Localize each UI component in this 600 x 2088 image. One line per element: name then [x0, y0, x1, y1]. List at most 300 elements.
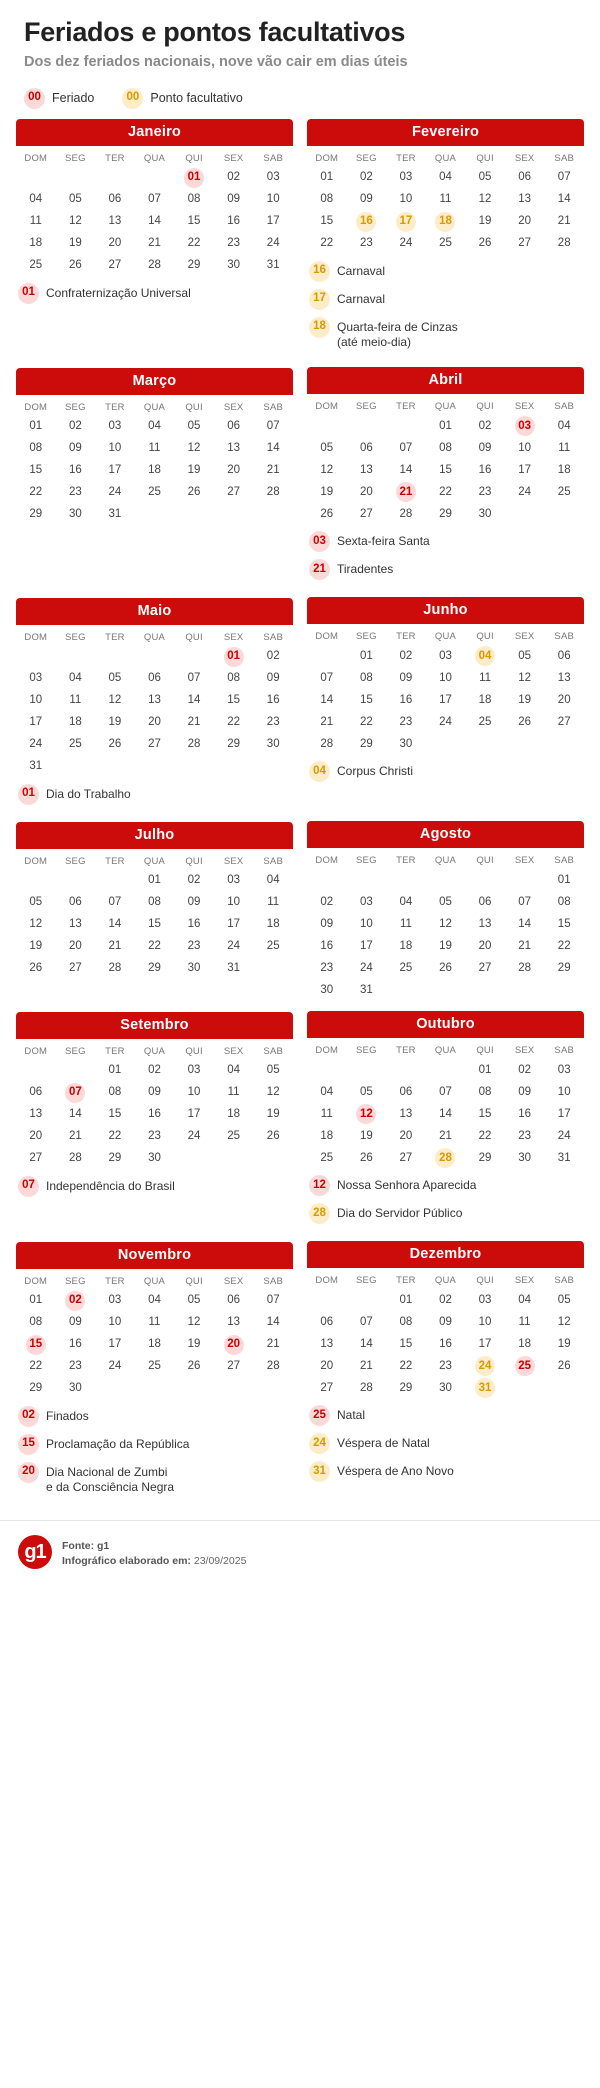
weekday-label: SEG — [65, 401, 86, 413]
day-cell-empty — [174, 756, 214, 778]
day-cell: 23 — [439, 1359, 452, 1372]
day-cell: 20 — [320, 1359, 334, 1372]
month-block — [16, 1242, 293, 1503]
week-row — [16, 189, 293, 211]
day-cell: 22 — [187, 236, 201, 249]
day-cell: 26 — [187, 485, 201, 498]
day-cell: 01 — [439, 419, 452, 432]
week-row — [307, 1103, 584, 1125]
day-cell: 12 — [187, 441, 201, 454]
week-row — [16, 668, 293, 690]
day-cell: 13 — [518, 192, 532, 205]
weekday-label: DOM — [24, 855, 48, 867]
day-cell-empty — [16, 646, 56, 668]
day-cell: 28 — [399, 507, 413, 520]
day-cell: 20 — [557, 693, 571, 706]
day-cell: 17 — [29, 715, 43, 728]
week-row — [16, 438, 293, 460]
weekday-label: SAB — [263, 1275, 284, 1287]
day-cell: 21 — [266, 463, 280, 476]
week-row — [16, 712, 293, 734]
day-cell: 24 — [399, 236, 413, 249]
day-cell: 03 — [557, 1063, 571, 1076]
day-cell: 10 — [108, 441, 122, 454]
weekday-label: DOM — [315, 855, 339, 867]
day-cell: 20 — [148, 715, 161, 728]
day-cell: 05 — [439, 895, 452, 908]
day-cell: 06 — [320, 1315, 334, 1328]
weekday-label: SAB — [554, 1045, 575, 1057]
note-label — [46, 283, 191, 301]
day-cell: 26 — [359, 1151, 373, 1164]
weekday-label: QUA — [143, 855, 166, 867]
day-cell: 06 — [68, 895, 82, 908]
day-cell: 09 — [227, 192, 241, 205]
note-label — [337, 761, 413, 779]
day-cell: 29 — [557, 961, 571, 974]
day-cell: 22 — [399, 1359, 413, 1372]
day-cell: 26 — [478, 236, 492, 249]
day-cell: 21 — [68, 1129, 82, 1142]
weekday-label: SAB — [554, 631, 575, 643]
day-cell: 04 — [439, 170, 452, 183]
note-label-main: Carnaval — [337, 263, 386, 278]
weekday-label: DOM — [24, 631, 48, 643]
day-cell-empty — [544, 1377, 584, 1399]
note-label — [337, 1175, 476, 1193]
note-day-chip: 28 — [309, 1203, 330, 1224]
day-cell: 11 — [479, 671, 492, 684]
day-cell: 23 — [187, 939, 201, 952]
day-cell: 26 — [187, 1359, 201, 1372]
day-cell: 11 — [148, 1315, 161, 1328]
day-cell: 15 — [359, 693, 373, 706]
day-cell: 28 — [266, 485, 280, 498]
day-cell: 15 — [320, 214, 334, 227]
day-cell: 23 — [518, 1129, 532, 1142]
day-cell: 14 — [68, 1107, 82, 1120]
day-cell: 28 — [557, 236, 571, 249]
day-cell-empty — [307, 869, 347, 891]
note-label — [337, 1433, 430, 1451]
week-row — [16, 460, 293, 482]
note-day-chip: 07 — [18, 1176, 39, 1197]
note-label-main: Dia do Trabalho — [46, 786, 131, 801]
note-label-sub: e da Consciência Negra — [46, 1480, 175, 1495]
day-cell-empty — [505, 503, 545, 525]
month-title: Janeiro — [16, 119, 293, 146]
day-cell: 20 — [399, 1129, 413, 1142]
day-cell: 12 — [266, 1085, 280, 1098]
weekday-label: DOM — [315, 152, 339, 164]
day-cell: 03 — [29, 671, 43, 684]
week-row — [307, 1311, 584, 1333]
day-cell: 11 — [227, 1085, 240, 1098]
day-cell-empty — [56, 1060, 96, 1082]
week-row — [307, 167, 584, 189]
weekday-label: TER — [396, 152, 416, 164]
day-cell: 06 — [148, 671, 161, 684]
footer-credit-date: 23/09/2025 — [193, 1555, 247, 1568]
day-cell: 03 — [227, 873, 241, 886]
day-cell: 14 — [518, 917, 532, 930]
day-cell: 13 — [108, 214, 122, 227]
weekday-label: TER — [396, 401, 416, 413]
day-cell: 14 — [266, 1315, 280, 1328]
day-cell-empty — [544, 503, 584, 525]
note-label — [337, 1405, 365, 1423]
week-row — [16, 1356, 293, 1378]
weekday-label: SEG — [65, 855, 86, 867]
day-cell: 13 — [29, 1107, 43, 1120]
day-cell: 08 — [439, 441, 452, 454]
day-cell: 07 — [399, 441, 413, 454]
day-cell: 07 — [439, 1085, 452, 1098]
month-block — [16, 822, 293, 980]
day-cell: 02 — [227, 170, 241, 183]
day-cell: 10 — [399, 192, 413, 205]
day-cell: 23 — [227, 236, 241, 249]
week-row — [16, 958, 293, 980]
day-cell: 10 — [187, 1085, 201, 1098]
day-cell: 05 — [68, 192, 82, 205]
day-cell: 06 — [518, 170, 532, 183]
note-label — [337, 261, 385, 279]
note-label — [46, 1406, 89, 1424]
day-cell: 21 — [386, 481, 426, 503]
day-cell: 03 — [108, 419, 122, 432]
day-cell: 20 — [518, 214, 532, 227]
note-day-chip: 04 — [309, 761, 330, 782]
day-cell: 08 — [148, 895, 161, 908]
note-day-chip: 24 — [309, 1433, 330, 1454]
month-block — [307, 1241, 584, 1489]
note-item — [309, 559, 584, 580]
day-cell: 16 — [439, 1337, 452, 1350]
day-cell: 26 — [29, 961, 43, 974]
week-row — [16, 646, 293, 668]
day-cell: 15 — [16, 1334, 56, 1356]
day-cell: 05 — [359, 1085, 373, 1098]
weekday-label: SEG — [356, 631, 377, 643]
month-title: Julho — [16, 822, 293, 849]
note-label-main: Tiradentes — [337, 562, 394, 577]
day-cell: 05 — [29, 895, 43, 908]
day-cell: 28 — [108, 961, 122, 974]
day-cell-empty — [16, 167, 56, 189]
note-day-chip: 18 — [309, 317, 330, 338]
day-cell: 25 — [227, 1129, 241, 1142]
day-cell: 26 — [68, 258, 82, 271]
day-cell: 02 — [266, 649, 280, 662]
day-cell: 19 — [29, 939, 43, 952]
day-cell: 17 — [359, 939, 373, 952]
day-cell: 04 — [148, 1293, 161, 1306]
day-cell: 10 — [518, 441, 532, 454]
day-cell: 15 — [108, 1107, 122, 1120]
week-row — [307, 189, 584, 211]
day-cell: 03 — [399, 170, 413, 183]
day-cell: 02 — [399, 649, 413, 662]
day-cell: 18 — [478, 693, 492, 706]
day-cell-empty — [56, 167, 96, 189]
week-row — [307, 935, 584, 957]
day-cell: 04 — [266, 873, 280, 886]
day-cell: 06 — [227, 1293, 241, 1306]
month-block — [307, 1011, 584, 1231]
weekday-label: SAB — [263, 855, 284, 867]
weekday-label: SEX — [223, 631, 244, 643]
weekday-label: SEX — [514, 401, 535, 413]
day-cell: 25 — [29, 258, 43, 271]
weekday-label: SAB — [554, 152, 575, 164]
day-cell: 11 — [518, 1315, 531, 1328]
day-cell: 29 — [148, 961, 161, 974]
day-cell: 19 — [68, 236, 82, 249]
week-row — [16, 1082, 293, 1104]
day-cell: 07 — [108, 895, 122, 908]
day-cell: 27 — [148, 737, 161, 750]
legend-chip-holiday: 00 — [24, 88, 45, 109]
day-cell: 16 — [518, 1107, 532, 1120]
day-cell-empty — [95, 1378, 135, 1400]
months-column-right — [307, 119, 584, 1513]
day-cell-empty — [386, 1059, 426, 1081]
day-cell-empty — [386, 869, 426, 891]
day-cell: 21 — [359, 1359, 373, 1372]
day-cell: 27 — [108, 258, 122, 271]
day-cell-empty — [307, 1289, 347, 1311]
weekday-label: SEG — [65, 1045, 86, 1057]
day-cell: 30 — [266, 737, 280, 750]
day-cell: 30 — [478, 507, 492, 520]
day-cell: 01 — [174, 167, 214, 189]
day-cell: 18 — [227, 1107, 241, 1120]
day-cell: 23 — [359, 236, 373, 249]
day-cell: 17 — [266, 214, 280, 227]
day-cell-empty — [16, 870, 56, 892]
day-cell: 29 — [227, 737, 241, 750]
weekday-label: QUA — [434, 1275, 457, 1287]
weekday-label: DOM — [315, 631, 339, 643]
month-notes — [307, 1169, 584, 1224]
month-block — [16, 119, 293, 311]
month-block — [307, 367, 584, 587]
day-cell-empty — [505, 869, 545, 891]
g1-logo: g1 — [18, 1535, 52, 1569]
weekday-label: SAB — [554, 855, 575, 867]
day-cell: 24 — [518, 485, 532, 498]
day-cell-empty — [307, 1059, 347, 1081]
day-cell: 01 — [214, 646, 254, 668]
day-cell-empty — [174, 504, 214, 526]
weekday-label: DOM — [24, 1275, 48, 1287]
day-cell: 26 — [518, 715, 532, 728]
day-cell: 08 — [108, 1085, 122, 1098]
day-cell-empty — [174, 1378, 214, 1400]
day-cell: 29 — [439, 507, 452, 520]
note-item — [309, 261, 584, 282]
day-cell: 11 — [439, 192, 452, 205]
weekday-label: QUI — [185, 855, 203, 867]
day-cell-empty — [465, 979, 505, 1001]
month-notes — [307, 755, 584, 782]
day-cell: 22 — [478, 1129, 492, 1142]
weekday-label: TER — [396, 631, 416, 643]
day-cell: 06 — [359, 441, 373, 454]
day-cell: 07 — [266, 1293, 280, 1306]
day-cell: 25 — [148, 1359, 161, 1372]
weekday-header-row — [307, 394, 584, 415]
note-item — [18, 1176, 293, 1197]
note-item — [309, 289, 584, 310]
day-cell: 21 — [518, 939, 532, 952]
day-cell: 19 — [478, 214, 492, 227]
weekday-label: SEX — [223, 855, 244, 867]
day-cell: 15 — [187, 214, 201, 227]
day-cell: 13 — [478, 917, 492, 930]
note-label-main: Finados — [46, 1408, 89, 1423]
weekday-label: QUA — [143, 152, 166, 164]
day-cell: 02 — [187, 873, 201, 886]
weekday-label: SEX — [223, 1045, 244, 1057]
day-cell: 06 — [108, 192, 122, 205]
day-cell: 09 — [266, 671, 280, 684]
week-row — [307, 1081, 584, 1103]
weekday-header-row — [307, 848, 584, 869]
day-cell: 23 — [148, 1129, 161, 1142]
day-cell-empty — [307, 415, 347, 437]
day-cell: 08 — [187, 192, 201, 205]
day-cell: 04 — [518, 1293, 532, 1306]
page-title: Feriados e pontos facultativos — [24, 17, 406, 47]
day-cell-empty — [347, 1059, 387, 1081]
note-label-main: Natal — [337, 1408, 366, 1423]
day-cell: 30 — [68, 507, 82, 520]
week-row — [307, 957, 584, 979]
weekday-label: SEG — [65, 152, 86, 164]
day-cell: 16 — [478, 463, 492, 476]
weekday-header-row — [16, 146, 293, 167]
day-cell: 17 — [478, 1337, 492, 1350]
day-cell: 09 — [399, 671, 413, 684]
week-row — [16, 690, 293, 712]
day-cell: 22 — [29, 1359, 43, 1372]
weekday-label: SEG — [356, 401, 377, 413]
day-cell: 17 — [108, 463, 122, 476]
weekday-label: SEG — [65, 1275, 86, 1287]
day-cell: 16 — [399, 693, 413, 706]
day-cell: 30 — [68, 1381, 82, 1394]
day-cell: 01 — [29, 419, 43, 432]
week-row — [307, 869, 584, 891]
day-cell: 20 — [108, 236, 122, 249]
weekday-label: SEX — [514, 631, 535, 643]
day-cell: 13 — [557, 671, 571, 684]
day-cell: 22 — [148, 939, 161, 952]
day-cell-empty — [544, 979, 584, 1001]
day-cell: 24 — [29, 737, 43, 750]
day-cell-empty — [95, 870, 135, 892]
weekday-label: TER — [105, 152, 125, 164]
weekday-label: SEG — [356, 152, 377, 164]
day-cell: 08 — [399, 1315, 413, 1328]
week-row — [16, 1378, 293, 1400]
day-cell-empty — [505, 979, 545, 1001]
day-cell: 22 — [320, 236, 334, 249]
day-cell: 17 — [518, 463, 532, 476]
day-cell-empty — [135, 646, 175, 668]
day-cell: 25 — [478, 715, 492, 728]
weekday-label: SEG — [356, 1045, 377, 1057]
day-cell: 02 — [56, 1290, 96, 1312]
day-cell: 09 — [68, 1315, 82, 1328]
day-cell: 05 — [557, 1293, 571, 1306]
day-cell-empty — [95, 167, 135, 189]
day-cell: 01 — [108, 1063, 122, 1076]
weekday-label: SEX — [223, 401, 244, 413]
day-cell: 14 — [359, 1337, 373, 1350]
day-cell-empty — [253, 756, 293, 778]
week-row — [307, 1333, 584, 1355]
day-cell: 09 — [359, 192, 373, 205]
day-cell: 31 — [108, 507, 122, 520]
day-cell: 17 — [187, 1107, 201, 1120]
day-cell: 06 — [478, 895, 492, 908]
week-row — [307, 1059, 584, 1081]
weekday-header-row — [16, 395, 293, 416]
day-cell: 29 — [29, 507, 43, 520]
weekday-label: QUA — [434, 1045, 457, 1057]
day-cell: 10 — [478, 1315, 492, 1328]
day-cell: 17 — [227, 917, 241, 930]
month-block — [307, 119, 584, 358]
day-cell: 25 — [439, 236, 452, 249]
note-label-main: Quarta-feira de Cinzas — [337, 319, 458, 334]
weekday-label: QUA — [143, 401, 166, 413]
day-cell: 12 — [478, 192, 492, 205]
week-row — [16, 1060, 293, 1082]
day-cell: 24 — [266, 236, 280, 249]
day-cell: 07 — [320, 671, 334, 684]
day-cell-empty — [426, 869, 466, 891]
weekday-label: DOM — [24, 1045, 48, 1057]
day-cell-empty — [544, 733, 584, 755]
day-cell-empty — [56, 870, 96, 892]
note-item — [309, 1433, 584, 1454]
day-cell: 13 — [399, 1107, 413, 1120]
legend — [0, 72, 600, 119]
weekday-label: TER — [396, 1045, 416, 1057]
day-cell: 28 — [359, 1381, 373, 1394]
day-cell-empty — [465, 869, 505, 891]
day-cell: 10 — [359, 917, 373, 930]
footer-credit-label: Infográfico elaborado em: — [62, 1555, 191, 1568]
day-cell: 08 — [359, 671, 373, 684]
day-cell: 03 — [439, 649, 452, 662]
weekday-label: QUI — [185, 1045, 203, 1057]
day-cell-empty — [347, 869, 387, 891]
weekday-label: TER — [396, 1275, 416, 1287]
day-cell: 03 — [478, 1293, 492, 1306]
day-cell: 19 — [108, 715, 122, 728]
note-day-chip: 15 — [18, 1434, 39, 1455]
footer-credit-line — [62, 1554, 246, 1569]
day-cell: 07 — [266, 419, 280, 432]
day-cell: 19 — [557, 1337, 571, 1350]
weekday-label: SEG — [356, 1275, 377, 1287]
day-cell: 05 — [518, 649, 532, 662]
